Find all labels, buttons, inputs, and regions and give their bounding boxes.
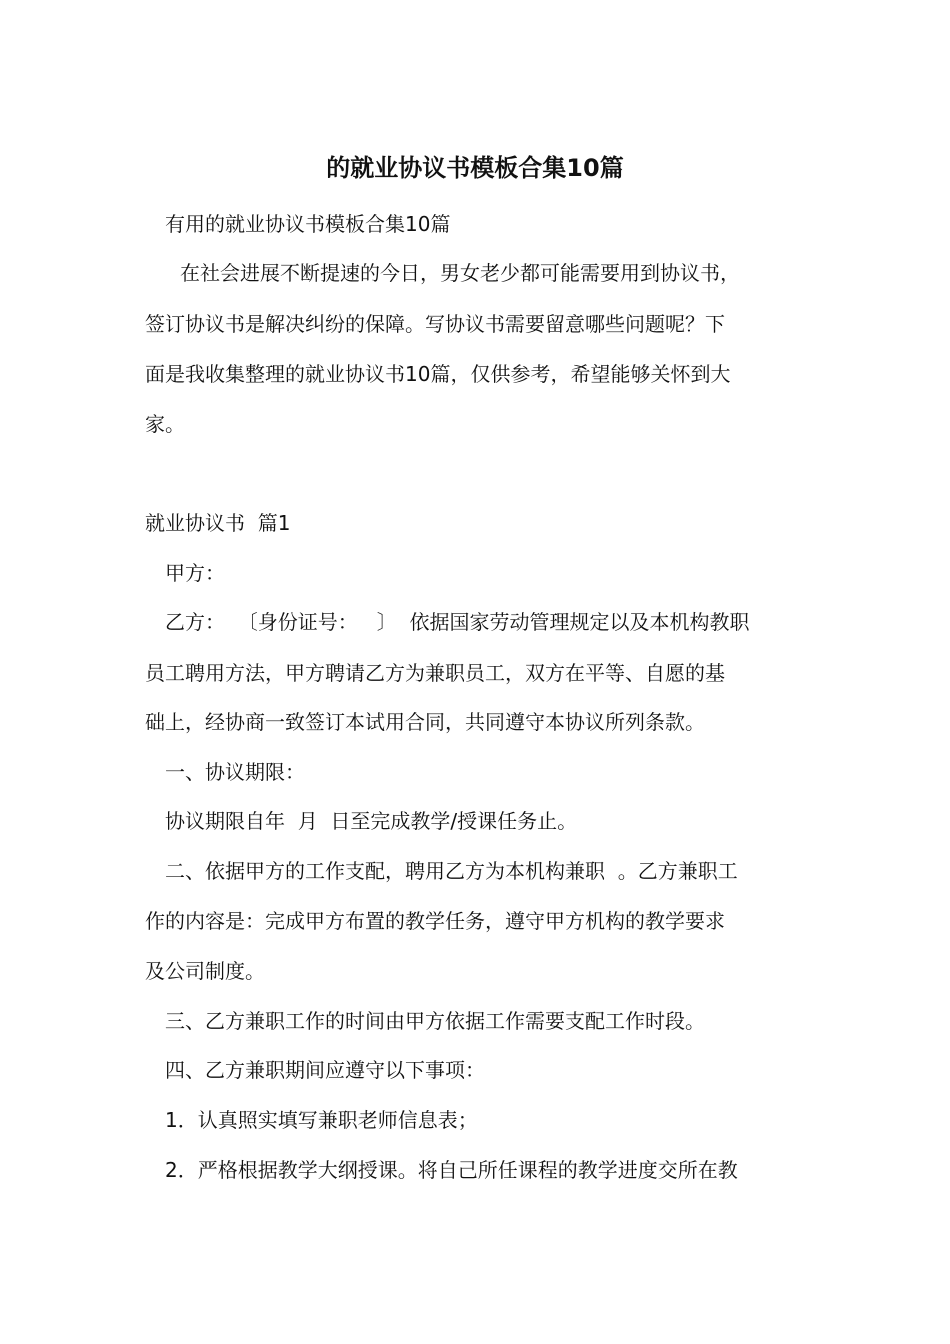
clause-4-heading: 四、乙方兼职期间应遵守以下事项： <box>165 1058 485 1082</box>
intro-line-2: 签订协议书是解决纠纷的保障。写协议书需要留意哪些问题呢？下 <box>145 312 725 336</box>
intro-line-4: 家。 <box>145 412 185 436</box>
list-item-1: 1．认真照实填写兼职老师信息表； <box>165 1108 478 1132</box>
clause-2-line-2: 作的内容是：完成甲方布置的教学任务，遵守甲方机构的教学要求 <box>145 909 725 933</box>
party-b-line-3: 础上，经协商一致签订本试用合同，共同遵守本协议所列条款。 <box>145 710 705 734</box>
party-a-label: 甲方： <box>165 561 225 585</box>
clause-3-text: 三、乙方兼职工作的时间由甲方依据工作需要支配工作时段。 <box>165 1009 705 1033</box>
intro-line-3: 面是我收集整理的就业协议书10篇，仅供参考，希望能够关怀到大 <box>145 362 731 386</box>
party-b-line-2: 员工聘用方法，甲方聘请乙方为兼职员工，双方在平等、自愿的基 <box>145 661 725 685</box>
clause-2-line-1: 二、依据甲方的工作支配，聘用乙方为本机构兼职 。乙方兼职工 <box>165 859 738 883</box>
clause-2-line-3: 及公司制度。 <box>145 959 265 983</box>
party-b-line-1: 乙方： 〔身份证号： 〕 依据国家劳动管理规定以及本机构教职 <box>165 610 750 634</box>
list-item-2: 2．严格根据教学大纲授课。将自己所任课程的教学进度交所在教 <box>165 1158 738 1182</box>
section-heading: 就业协议书 篇1 <box>145 511 291 535</box>
clause-1-heading: 一、协议期限： <box>165 760 305 784</box>
intro-line-1: 在社会进展不断提速的今日，男女老少都可能需要用到协议书， <box>180 261 740 285</box>
document-subtitle: 有用的就业协议书模板合集10篇 <box>165 212 451 236</box>
clause-1-text: 协议期限自年 月 日至完成教学/授课任务止。 <box>165 809 578 833</box>
document-title: 的就业协议书模板合集10篇 <box>326 154 624 182</box>
